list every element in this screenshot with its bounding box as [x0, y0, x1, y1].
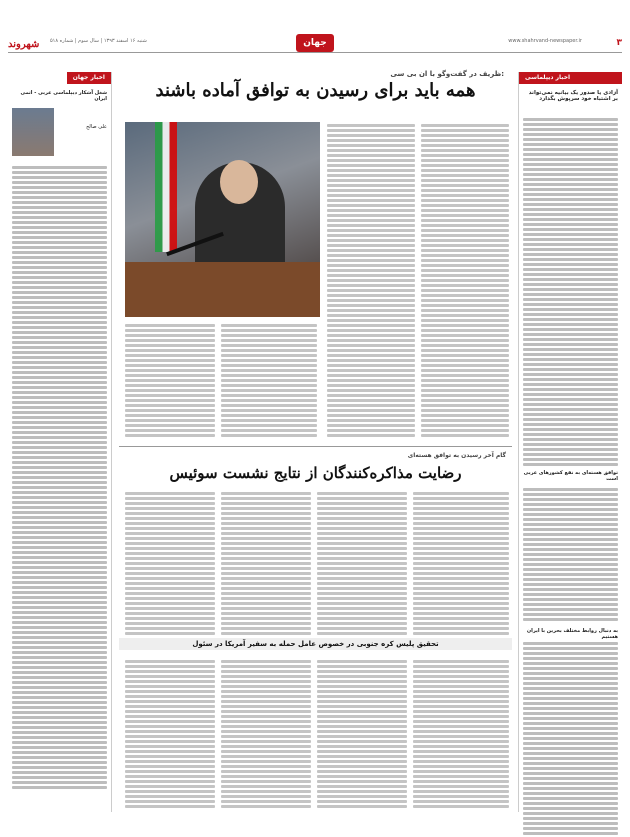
iran-flag-graphic	[155, 122, 177, 252]
main-kicker: ظریف در گفت‌وگو با ان بی سی:	[390, 70, 504, 78]
section-badge: جهان	[296, 34, 334, 52]
right-column	[518, 72, 622, 812]
main-headline: همه باید برای رسیدن به توافق آماده باشند	[155, 80, 476, 101]
page-number: ۳	[616, 38, 622, 48]
story2-text-col-3	[317, 490, 407, 637]
author-photo	[12, 108, 54, 156]
right-column-label: اخبار دیپلماسی	[519, 72, 622, 84]
story1-text-col-1	[327, 122, 415, 439]
story1-text-col-2	[421, 122, 509, 439]
story1-text-col-4	[221, 322, 317, 439]
story-divider-1	[119, 446, 512, 447]
story3-headline: تحقیق پلیس کره جنوبی در خصوص عامل حمله به سفیر آمریکا در سئول	[119, 638, 512, 650]
right-column-text-3	[523, 640, 618, 837]
right-column-text-2	[523, 486, 618, 623]
story2-headline: رضایت مذاکره‌کنندگان از نتایج نشست سوئیس	[169, 464, 462, 482]
story2-text-col-2	[221, 490, 311, 637]
main-photo	[125, 122, 320, 317]
right-column-sub1: توافق هسته‌ای به نفع کشورهای عربی است	[523, 470, 618, 482]
left-column	[8, 72, 112, 812]
masthead-logo: شهروند	[8, 39, 40, 50]
desk-graphic	[125, 262, 320, 317]
main-area	[119, 60, 512, 812]
story3-text-col-3	[317, 658, 407, 810]
left-column-label: اخبار جهان	[67, 72, 111, 84]
story1-text-col-3	[125, 322, 215, 439]
website-url: www.shahrvand-newspaper.ir	[508, 38, 582, 44]
left-column-heading: شغل آشکار دیپلماسی عربی - اتمی ایران	[20, 90, 107, 102]
story2-text-col-1	[125, 490, 215, 637]
story3-text-col-4	[413, 658, 509, 810]
story3-text-col-1	[125, 658, 215, 810]
story2-kicker: گام آخر رسیدن به توافق هسته‌ای	[407, 452, 506, 459]
story3-text-col-2	[221, 658, 311, 810]
story2-text-col-4	[413, 490, 509, 637]
right-column-text-1	[523, 116, 618, 468]
person-face	[220, 160, 258, 204]
left-column-text	[12, 164, 107, 791]
right-column-heading: آزادی یا صدور یک بیانیه نمی‌تواند بر اشتباه خود سرپوش بگذارد	[528, 90, 618, 102]
right-column-sub2: به دنبال روابط مختلف بحرین با ایران هستیم	[526, 628, 618, 640]
date-line: شنبه ۱۶ اسفند ۱۳۹۳ | سال سوم | شماره ۵۱۸	[50, 38, 147, 44]
author-byline: علی صالح	[86, 124, 107, 130]
